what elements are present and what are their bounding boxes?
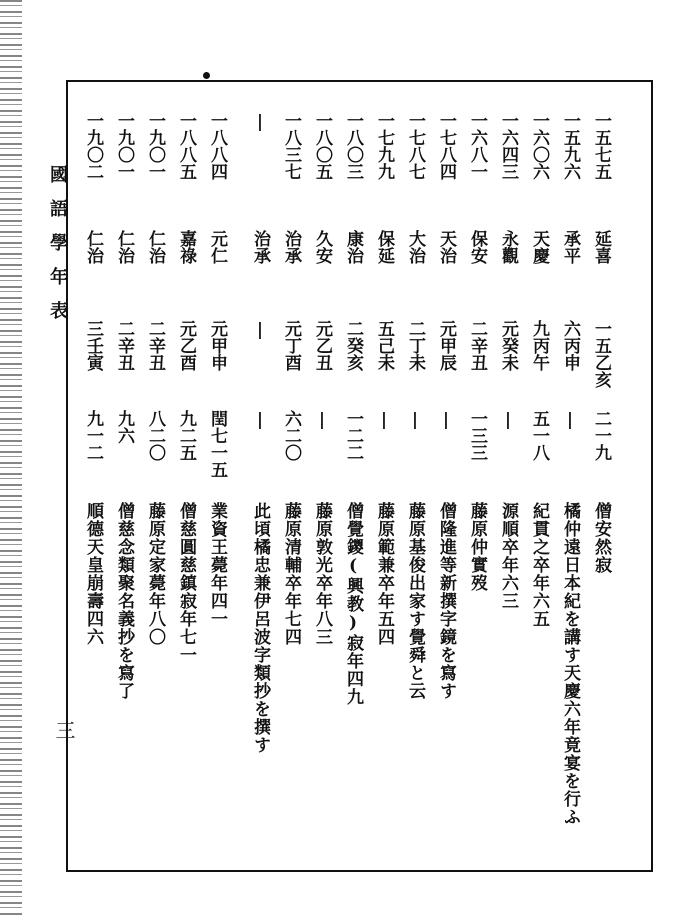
entry-era: 永觀 xyxy=(498,230,518,264)
entry-year: 一五九六 xyxy=(560,112,580,180)
entry-note: 僧覺鑁(興教)寂年四九 xyxy=(343,502,363,706)
entry-ganshi: 元乙丑 xyxy=(312,320,332,371)
entry-era: 大治 xyxy=(405,230,425,264)
entry-ganshi: 元甲辰 xyxy=(436,320,456,371)
entry-row xyxy=(555,112,585,842)
entry-year: 一七九九 xyxy=(374,112,394,180)
page-number: 三 xyxy=(52,720,76,740)
entry-era: 久安 xyxy=(312,230,332,264)
entry-note: 橘仲遠日本紀を講す天慶六年竟宴を行ふ xyxy=(560,502,580,826)
entry-note: 藤原範兼卒年五四 xyxy=(374,502,394,646)
entry-row xyxy=(171,112,201,842)
entry-ganshi: 九丙午 xyxy=(529,320,549,371)
entry-ganshi: 六丙申 xyxy=(560,320,580,371)
entry-ganshi: 元乙酉 xyxy=(176,320,196,371)
entry-number: 九六 xyxy=(114,410,134,444)
entry-era: 仁治 xyxy=(145,230,165,264)
entry-number: | xyxy=(436,410,456,430)
entry-ganshi: 元丁酉 xyxy=(281,320,301,371)
entry-era: 保延 xyxy=(374,230,394,264)
entry-year: 一八八四 xyxy=(207,112,227,180)
entry-year: 一六八一 xyxy=(467,112,487,180)
entry-number: 一二二 xyxy=(343,410,363,461)
entry-number: 一三三 xyxy=(467,410,487,461)
entry-era: 延喜 xyxy=(591,230,611,264)
entry-era: 仁治 xyxy=(83,230,103,264)
entry-row xyxy=(586,112,616,842)
entry-note: 業資王薨年四一 xyxy=(207,502,227,628)
entry-number: 八二〇 xyxy=(145,410,165,461)
entry-row xyxy=(276,112,306,842)
entry-row xyxy=(245,112,275,842)
entry-ganshi: 三壬寅 xyxy=(83,320,103,371)
entry-era: 治承 xyxy=(250,230,270,264)
entry-number: | xyxy=(312,410,332,430)
entry-row xyxy=(140,112,170,842)
entry-ganshi: | xyxy=(250,320,270,340)
entry-row xyxy=(493,112,523,842)
entry-year: 一六〇六 xyxy=(529,112,549,180)
entry-era: 康治 xyxy=(343,230,363,264)
entry-note: 僧慈圓慈鎮寂年七一 xyxy=(176,502,196,664)
entry-year: 一六四三 xyxy=(498,112,518,180)
entry-note: 僧隆進等新撰字鏡を寫す xyxy=(436,502,456,700)
entry-ganshi: 二辛丑 xyxy=(114,320,134,371)
entry-number: 二一九 xyxy=(591,410,611,461)
running-head: 國語學年表 xyxy=(47,165,68,335)
entry-row xyxy=(400,112,430,842)
entry-row xyxy=(78,112,108,842)
entry-era: 嘉祿 xyxy=(176,230,196,264)
entry-number: | xyxy=(405,410,425,430)
entry-ganshi: 二癸亥 xyxy=(343,320,363,371)
entry-number: | xyxy=(498,410,518,430)
entry-note: 紀貫之卒年六五 xyxy=(529,502,549,628)
entry-note: 藤原定家薨年八〇 xyxy=(145,502,165,646)
chronology-table xyxy=(76,112,616,842)
entry-ganshi: 元癸未 xyxy=(498,320,518,371)
entry-note: 僧安然寂 xyxy=(591,502,611,574)
entry-year: | xyxy=(250,112,270,132)
entry-note: 源順卒年六三 xyxy=(498,502,518,610)
entry-era: 仁治 xyxy=(114,230,134,264)
entry-note: 藤原敦光卒年八三 xyxy=(312,502,332,646)
entry-ganshi: 一五乙亥 xyxy=(591,320,611,388)
entry-number: | xyxy=(560,410,580,430)
entry-note: 藤原清輔卒年七四 xyxy=(281,502,301,646)
entry-ganshi: 五己未 xyxy=(374,320,394,371)
entry-row xyxy=(462,112,492,842)
entry-year: 一八三七 xyxy=(281,112,301,180)
entry-ganshi: 二丁未 xyxy=(405,320,425,371)
entry-era: 天治 xyxy=(436,230,456,264)
entry-year: 一八〇五 xyxy=(312,112,332,180)
entry-note: 僧慈念類聚名義抄を寫了 xyxy=(114,502,134,700)
entry-number: 九一二 xyxy=(83,410,103,461)
entry-ganshi: 二辛丑 xyxy=(467,320,487,371)
entry-row xyxy=(307,112,337,842)
entry-note: 順德天皇崩壽四六 xyxy=(83,502,103,646)
entry-number: | xyxy=(374,410,394,430)
entry-number: 閏七一五 xyxy=(207,410,227,478)
entry-row xyxy=(369,112,399,842)
entry-row xyxy=(431,112,461,842)
entry-ganshi: 二辛丑 xyxy=(145,320,165,371)
entry-year: 一八〇三 xyxy=(343,112,363,180)
entry-row xyxy=(202,112,232,842)
entry-number: 五一八 xyxy=(529,410,549,461)
ink-dot xyxy=(203,72,210,79)
entry-number: | xyxy=(250,410,270,430)
entry-year: 一九〇一 xyxy=(145,112,165,180)
entry-year: 一七八四 xyxy=(436,112,456,180)
entry-year: 一五七五 xyxy=(591,112,611,180)
entry-year: 一八八五 xyxy=(176,112,196,180)
entry-ganshi: 元甲申 xyxy=(207,320,227,371)
entry-year: 一九〇二 xyxy=(83,112,103,180)
entry-note: 此頃橘忠兼伊呂波字類抄を撰す xyxy=(250,502,270,754)
entry-era: 天慶 xyxy=(529,230,549,264)
entry-row xyxy=(338,112,368,842)
entry-number: 六二〇 xyxy=(281,410,301,461)
entry-era: 承平 xyxy=(560,230,580,264)
entry-year: 一九〇一 xyxy=(114,112,134,180)
entry-year: 一七八七 xyxy=(405,112,425,180)
entry-era: 保安 xyxy=(467,230,487,264)
scan-edge xyxy=(0,0,22,917)
entry-era: 元仁 xyxy=(207,230,227,264)
entry-number: 九二五 xyxy=(176,410,196,461)
entry-note: 藤原仲實歿 xyxy=(467,502,487,592)
entry-era: 治承 xyxy=(281,230,301,264)
entry-row xyxy=(524,112,554,842)
entry-note: 藤原基俊出家す覺舜と云 xyxy=(405,502,425,700)
entry-row xyxy=(109,112,139,842)
